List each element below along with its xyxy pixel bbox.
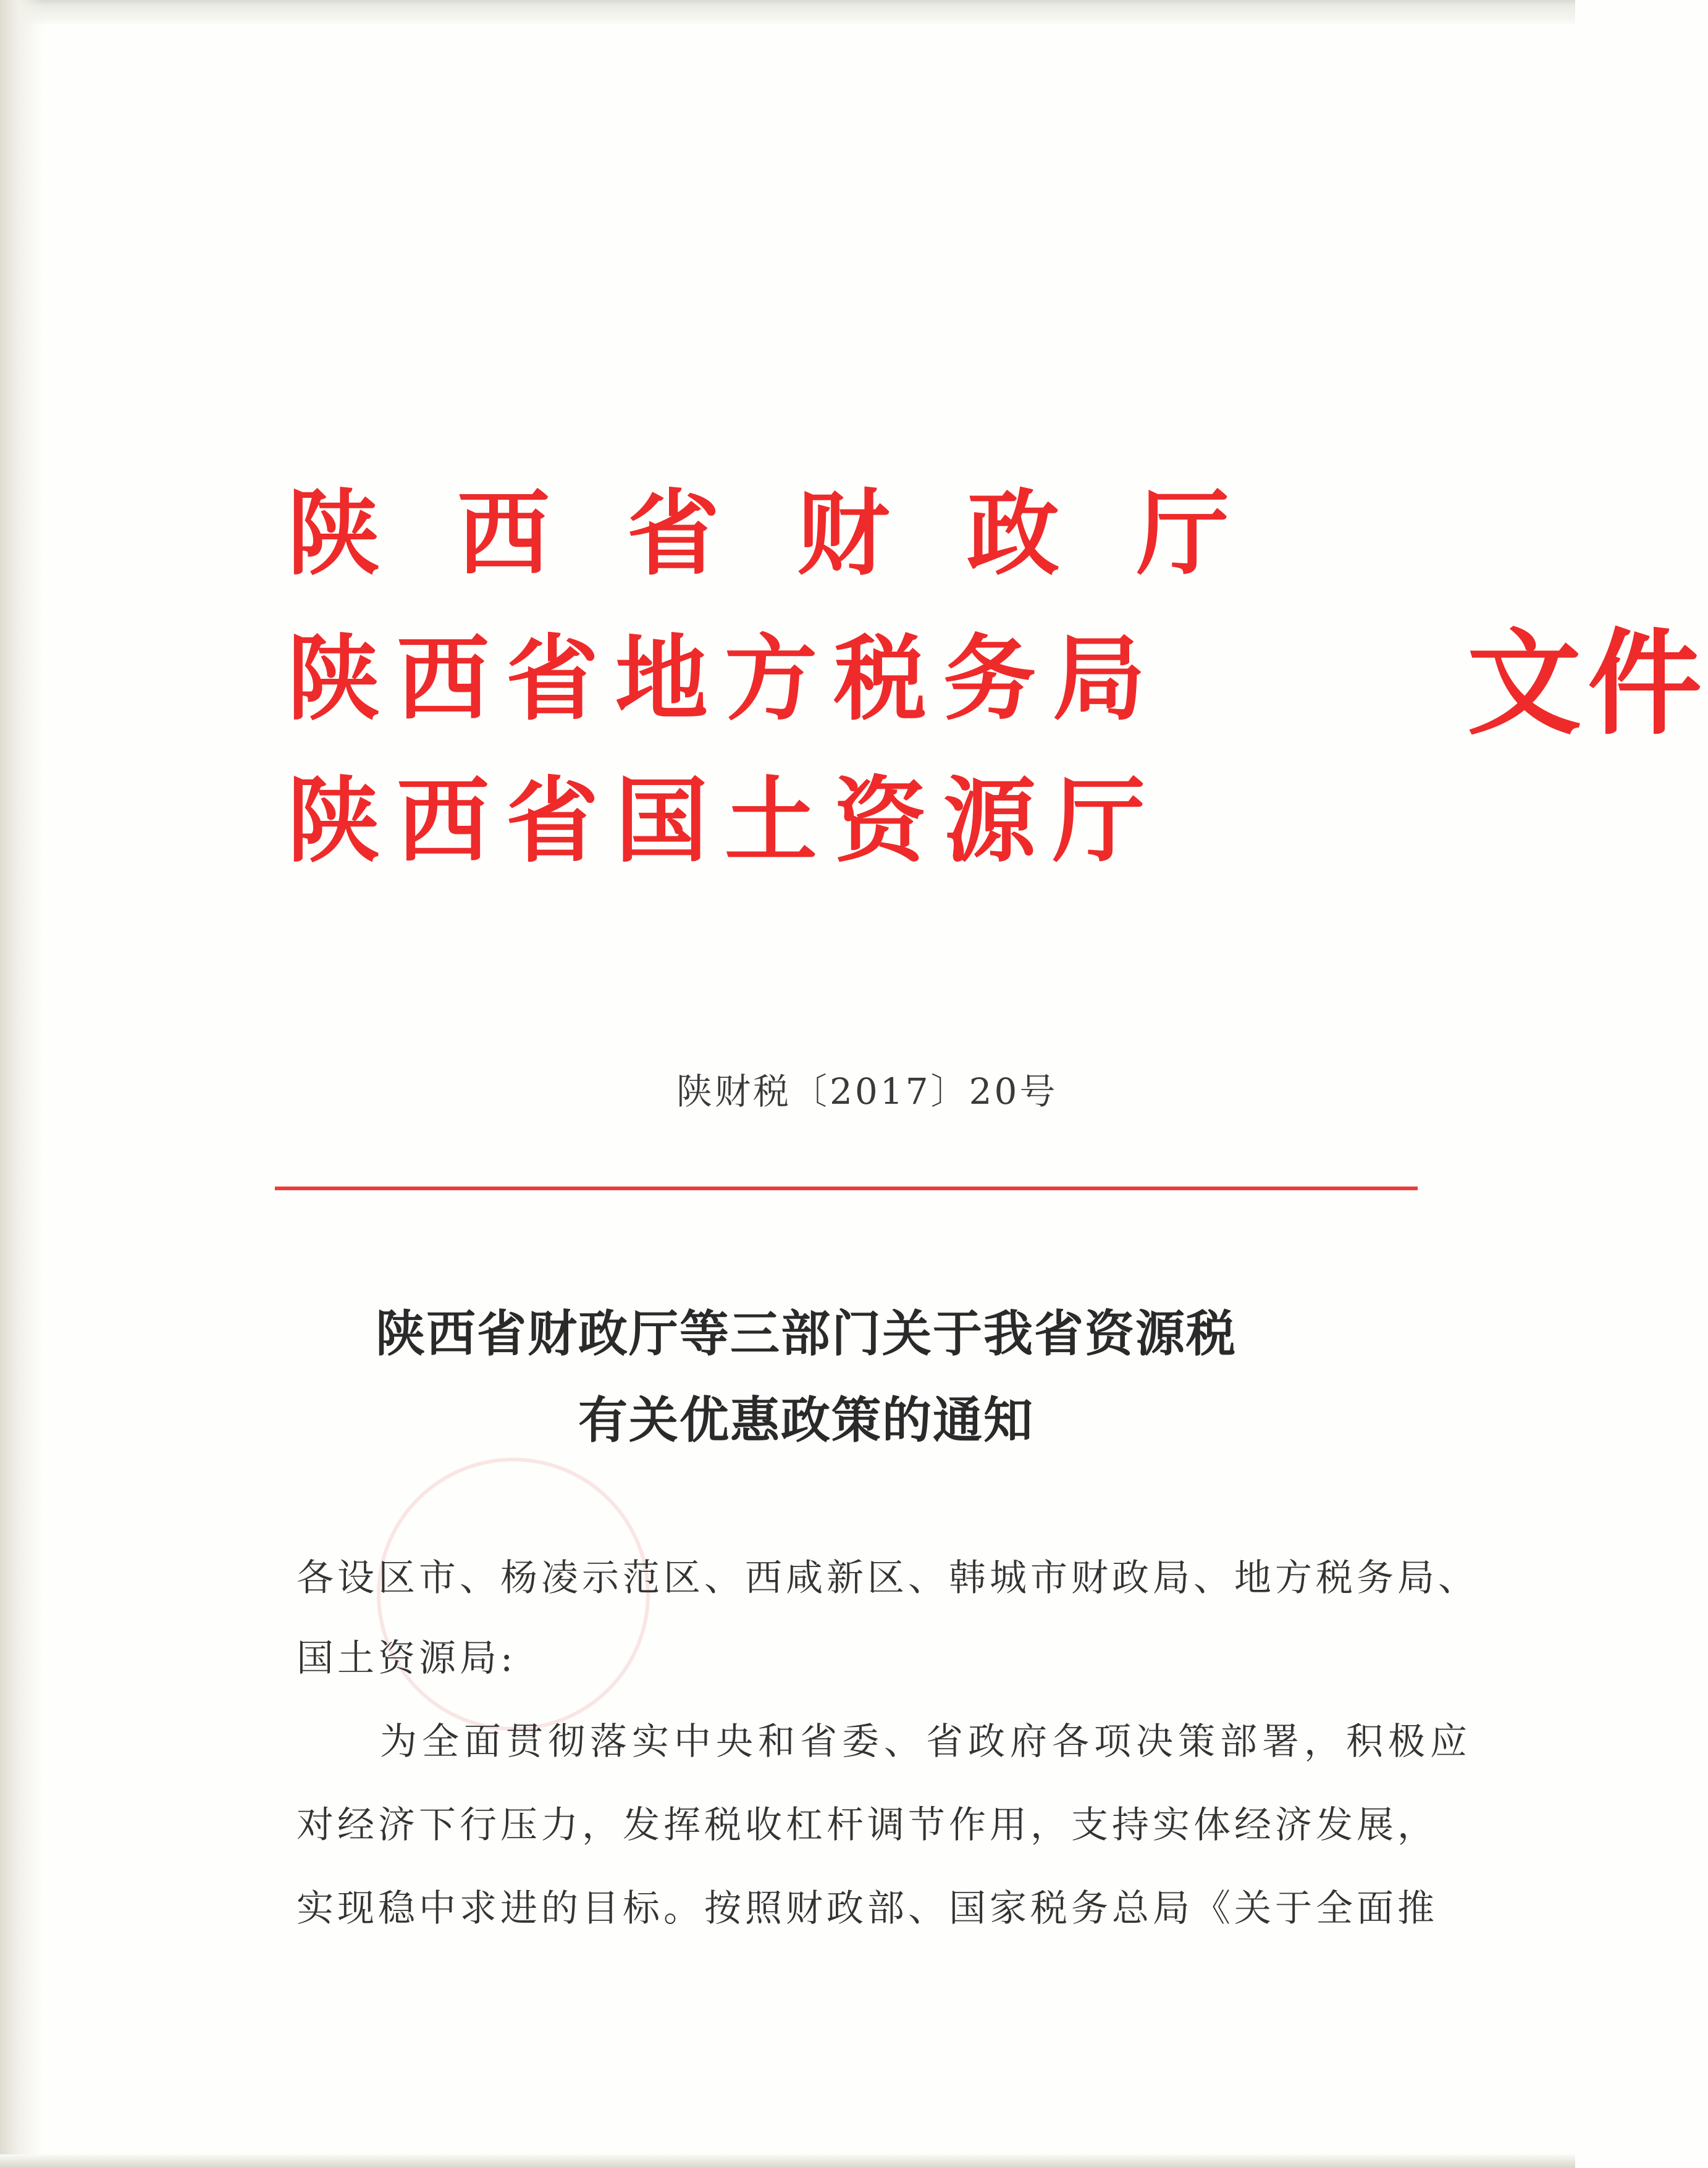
- letterhead-doc-type: 文件: [1467, 617, 1708, 750]
- document-number: 陕财税〔2017〕20号: [676, 1070, 1058, 1112]
- document-title-line-2: 有关优惠政策的通知: [578, 1392, 1034, 1449]
- red-letterhead: [287, 476, 1708, 896]
- paper-edge-bottom: [0, 2154, 1575, 2168]
- body-line-paragraph-start: 为全面贯彻落实中央和省委、省政府各项决策部署，积极应: [380, 1720, 1472, 1763]
- body-line-paragraph: 实现稳中求进的目标。按照财政部、国家税务总局《关于全面推: [297, 1887, 1438, 1930]
- body-line-addressees: 各设区市、杨凌示范区、西咸新区、韩城市财政局、地方税务局、: [297, 1557, 1479, 1600]
- letterhead-org-land-resources: 陕西省国土资源厅: [287, 768, 1163, 875]
- paper-edge-top: [0, 0, 1575, 25]
- letterhead-org-finance: 陕西省财政厅: [287, 481, 1307, 588]
- paper-edge-left: [0, 0, 43, 2168]
- body-line-addressees-cont: 国土资源局:: [297, 1637, 517, 1680]
- document-title-line-1: 陕西省财政厅等三部门关于我省资源税: [376, 1305, 1237, 1363]
- body-line-paragraph: 对经济下行压力，发挥税收杠杆调节作用，支持实体经济发展，: [297, 1804, 1438, 1847]
- letterhead-org-local-tax: 陕西省地方税务局: [287, 626, 1163, 733]
- red-divider-line: [275, 1187, 1418, 1190]
